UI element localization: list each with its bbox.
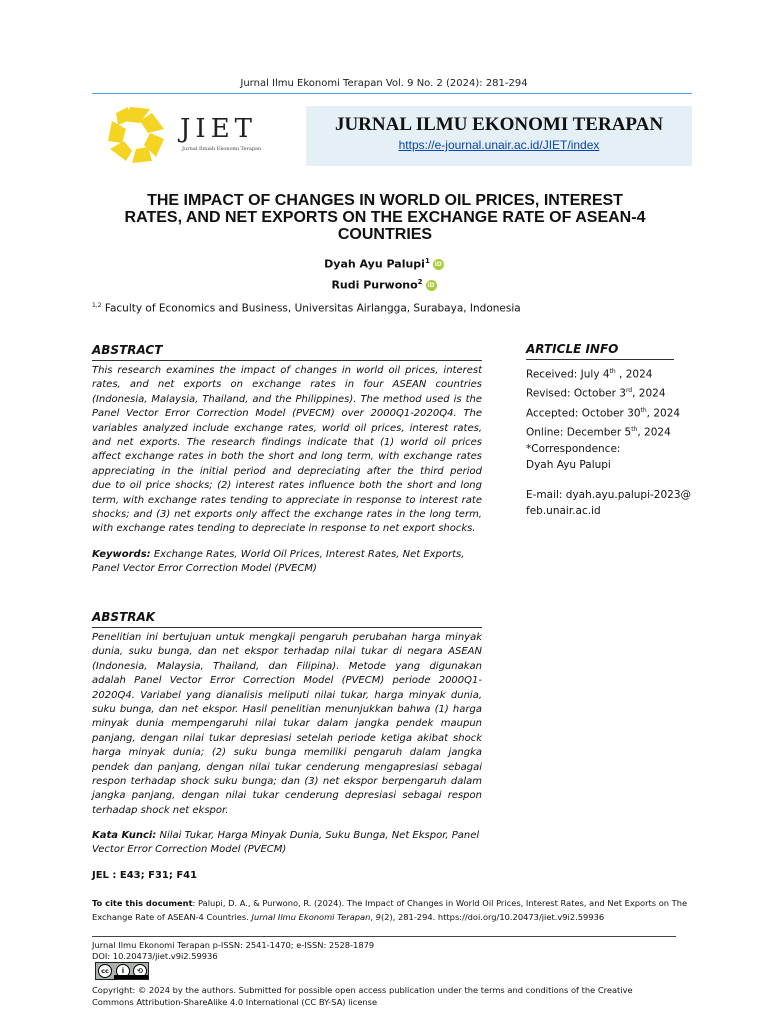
body-line: appreciating in the initial period and depreciating after the third period bbox=[92, 465, 482, 477]
keywords-label: Keywords: bbox=[92, 549, 151, 560]
accepted-date: Accepted: October 30th, 2024 bbox=[526, 406, 681, 420]
body-line: This research examines the impact of changes in world oil prices, interest bbox=[92, 365, 482, 376]
article-info-heading: ARTICLE INFO bbox=[526, 342, 619, 356]
abstract-rule bbox=[92, 360, 482, 361]
kata-kunci-text: Nilai Tukar, Harga Minyak Dunia, Suku Bunga, Net Ekspor, Panel bbox=[156, 830, 480, 841]
online-date: Online: December 5th, 2024 bbox=[526, 425, 671, 439]
abstract-body bbox=[92, 364, 482, 537]
body-line: suku bunga, dan net ekspor. Hasil penelitian menunjukkan bahwa (1) harga bbox=[92, 704, 482, 716]
body-line: (Indonesia, Malaysia, Thailand, dan Filipina). Metode yang digunakan bbox=[92, 660, 482, 672]
citation-text: Exchange Rate of ASEAN-4 Countries. bbox=[92, 912, 252, 922]
footer-divider bbox=[92, 936, 676, 937]
body-line: Penelitian ini bertujuan untuk mengkaji pengaruh perubahan harga minyak bbox=[92, 632, 482, 643]
body-line: (Indonesia, Malaysia, Thailand, and the Philippines). The method used is the bbox=[92, 393, 482, 405]
author-1 bbox=[0, 257, 768, 271]
citation-text: : Palupi, D. A., & Purwono, R. (2024). The Impact of Changes in World Oil Prices, Interest Rates, and Net Exports on The bbox=[192, 898, 688, 908]
keywords-text: Panel Vector Error Correction Model (PVECM) bbox=[92, 563, 317, 575]
body-line: variables analyzed include exchange rates, world oil prices, interest rates, bbox=[92, 422, 482, 434]
body-line: affect exchange rates in both the short and long term, with exchange rates bbox=[92, 451, 482, 463]
body-line: 2020Q4. Variabel yang dianalisis meliputi nilai tukar, harga minyak dunia, bbox=[92, 689, 482, 701]
body-line: harga minyak dunia; (2) suku bunga memiliki pengaruh dalam jangka bbox=[92, 747, 482, 759]
attribution-icon: i bbox=[116, 964, 130, 978]
body-line: jangka panjang, dengan nilai tukar cenderung depresiasi sebagai respon bbox=[92, 790, 482, 802]
journal-url-link[interactable]: https://e-journal.unair.ac.id/JIET/index bbox=[398, 138, 600, 152]
paper-title-line: COUNTRIES bbox=[337, 226, 433, 243]
body-line: Panel Vector Error Correction Model (PVECM) over 2000Q1-2020Q4. The bbox=[92, 408, 482, 420]
body-line: dunia, suku bunga, dan net ekspor terhadap nilai tukar di negara ASEAN bbox=[92, 646, 482, 658]
running-header: Jurnal Ilmu Ekonomi Terapan Vol. 9 No. 2 (2024): 281-294 bbox=[240, 78, 528, 89]
affiliation-sup: 1,2 bbox=[92, 302, 102, 309]
body-line: due to oil price shocks; (2) interest rates influence both the short and long bbox=[92, 480, 482, 492]
body-line: and net exports. The research findings indicate that (1) world oil prices bbox=[92, 437, 482, 449]
citation-text: , bbox=[370, 912, 376, 922]
correspondence-label: *Correspondence: bbox=[526, 443, 621, 455]
orcid-icon[interactable]: iD bbox=[427, 282, 435, 290]
article-info-rule bbox=[526, 359, 674, 360]
body-line: respon terhadap shock suku bunga; dan (3) net ekspor berpengaruh dalam bbox=[92, 776, 482, 788]
body-line: panjang, dengan nilai tukar depresiasi setelah periode ketiga akibat shock bbox=[92, 732, 482, 744]
author-2 bbox=[0, 278, 768, 292]
body-line: shocks; and (3) net exports only affect the exchange rates in the long term, bbox=[92, 509, 482, 521]
kata-kunci-label: Kata Kunci: bbox=[92, 830, 157, 841]
email-line[interactable]: E-mail: dyah.ayu.palupi-2023@ bbox=[526, 489, 692, 501]
author-sup: 2 bbox=[417, 278, 423, 286]
orcid-icon[interactable]: iD bbox=[434, 261, 442, 269]
abstrak-rule bbox=[92, 627, 482, 628]
jel-codes: JEL : E43; F31; F41 bbox=[92, 870, 198, 881]
affiliation-text: Faculty of Economics and Business, Universitas Airlangga, Surabaya, Indonesia bbox=[101, 302, 521, 315]
abstrak-heading: ABSTRAK bbox=[92, 610, 156, 624]
body-line: rates, and net exports on exchange rates in four ASEAN countries bbox=[92, 379, 482, 391]
copyright-line: Copyright: © 2024 by the authors. Submitted for possible open access publication under the terms and conditions of the Creative bbox=[92, 985, 633, 995]
citation-journal: Jurnal Ilmu Ekonomi Terapan bbox=[251, 912, 371, 922]
journal-title: JURNAL ILMU EKONOMI TERAPAN bbox=[334, 114, 664, 135]
author-sup: 1 bbox=[424, 257, 430, 265]
jiet-logo bbox=[104, 104, 284, 166]
logo-emblem-icon bbox=[104, 104, 168, 166]
email-block bbox=[526, 488, 696, 520]
journal-header-box bbox=[306, 106, 692, 166]
keywords-text: Exchange Rates, World Oil Prices, Interest Rates, Net Exports, bbox=[150, 549, 465, 560]
article-info-dates bbox=[526, 364, 692, 441]
body-line: pendek dan panjang, dengan nilai tukar cenderung mengapresiasi sebagai bbox=[92, 761, 482, 773]
body-line: with exchange rates tending to depreciate in response to net export shocks. bbox=[92, 523, 476, 535]
kata-kunci-text: Vector Error Correction Model (PVECM) bbox=[92, 844, 287, 856]
citation-block bbox=[92, 896, 692, 924]
citation-volume: 9 bbox=[375, 912, 381, 922]
email-line[interactable]: feb.unair.ac.id bbox=[526, 504, 601, 517]
cc-icon: cc bbox=[98, 964, 112, 978]
correspondence-block bbox=[526, 442, 692, 474]
top-divider bbox=[92, 93, 692, 94]
badge-strip bbox=[114, 975, 148, 979]
body-line: terhadap shock net ekspor. bbox=[92, 804, 229, 816]
correspondence-name: Dyah Ayu Palupi bbox=[526, 458, 611, 471]
body-line: term, with exchange rates tending to appreciate in response to interest rate bbox=[92, 494, 482, 506]
paper-title-line: THE IMPACT OF CHANGES IN WORLD OIL PRICES, INTEREST bbox=[147, 192, 623, 209]
revised-date: Revised: October 3rd, 2024 bbox=[526, 387, 666, 400]
share-alike-icon: ⟲ bbox=[133, 964, 147, 978]
body-line: adalah Panel Vector Error Correction Model (PVECM) periode 2000Q1- bbox=[92, 675, 482, 687]
logo-wordmark: JIET bbox=[180, 114, 258, 144]
abstrak-keywords bbox=[92, 829, 492, 858]
citation-doi-link[interactable]: (2), 281-294. https://doi.org/10.20473/jiet.v9i2.59936 bbox=[380, 912, 605, 922]
cc-by-sa-badge[interactable] bbox=[95, 962, 149, 980]
received-date: Received: July 4th , 2024 bbox=[526, 368, 653, 381]
author-name: Dyah Ayu Palupi bbox=[324, 257, 425, 271]
abstract-heading: ABSTRACT bbox=[92, 343, 163, 357]
copyright-notice bbox=[92, 984, 692, 1009]
paper-title-line: RATES, AND NET EXPORTS ON THE EXCHANGE RATE OF ASEAN-4 bbox=[124, 209, 646, 226]
doi-line[interactable]: DOI: 10.20473/jiet.v9i2.59936 bbox=[92, 951, 218, 961]
body-line: minyak dunia mempengaruhi nilai tukar dalam jangka pendek maupun bbox=[92, 718, 482, 730]
citation-label: To cite this document bbox=[92, 898, 193, 908]
issn-line: Jurnal Ilmu Ekonomi Terapan p-ISSN: 2541-1470; e-ISSN: 2528-1879 bbox=[92, 940, 375, 950]
abstract-keywords bbox=[92, 548, 492, 577]
affiliation bbox=[92, 302, 521, 315]
logo-subtitle: Jurnal Ilmiah Ekonomi Terapan bbox=[182, 146, 262, 152]
abstrak-body bbox=[92, 631, 482, 818]
author-name: Rudi Purwono bbox=[331, 278, 418, 292]
paper-title bbox=[90, 192, 680, 243]
copyright-line: Commons Attribution-ShareAlike 4.0 International (CC BY-SA) license bbox=[92, 997, 378, 1008]
